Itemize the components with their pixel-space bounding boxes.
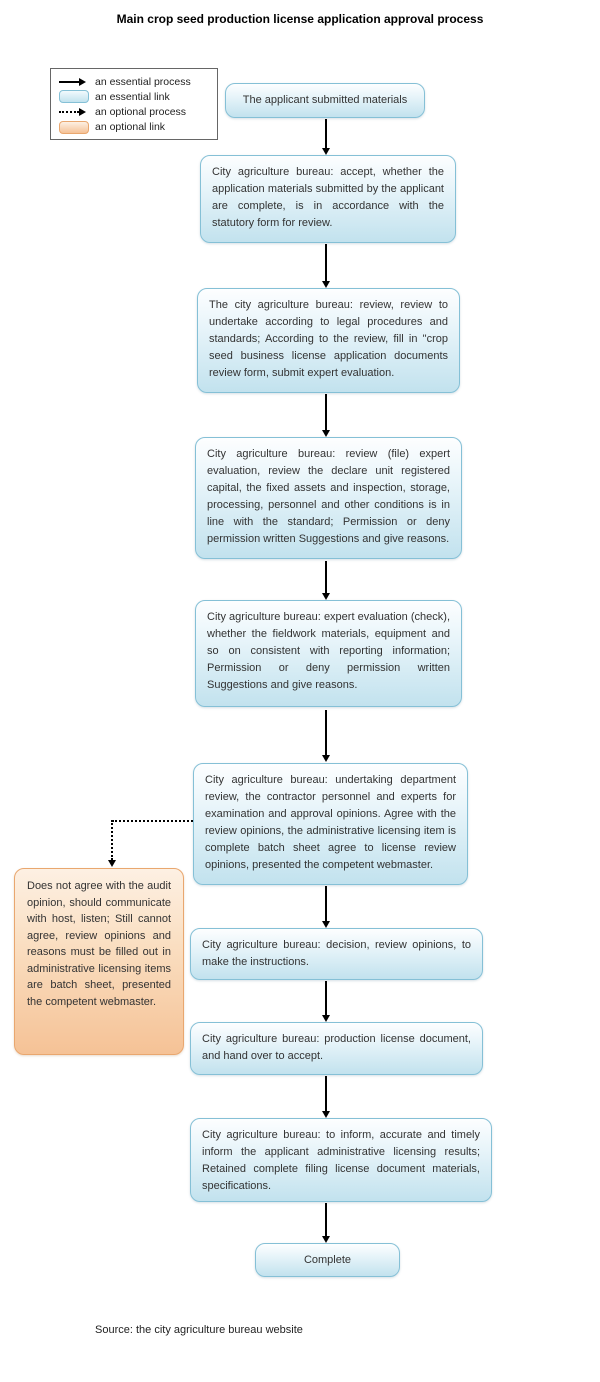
legend-item-optional-process [59,105,211,120]
flow-step-decision: City agriculture bureau: decision, review opinions, to make the instructions. [190,928,483,980]
flow-arrow-8 [325,1076,327,1111]
orange-box-icon [59,121,89,134]
legend-label: an optional process [95,106,187,119]
flow-arrow-3 [325,394,327,430]
legend-label: an optional link [95,121,166,134]
flow-step-review: The city agriculture bureau: review, review to undertake according to legal procedures and standards; According to the review, fill in "crop seed business license application documents review form, submit expert evaluation. [197,288,460,393]
flow-arrow-4 [325,561,327,593]
dotted-arrow-icon [59,111,79,113]
legend-label: an essential link [95,90,170,103]
flow-step-accept: City agriculture bureau: accept, whether the application materials submitted by the applicant are complete, is in accordance with the statutory form for review. [200,155,456,243]
page-title: Main crop seed production license application approval process [116,12,484,26]
flow-step-production-license-document: City agriculture bureau: production license document, and hand over to accept. [190,1022,483,1075]
flow-arrow-1 [325,119,327,148]
legend-label: an essential process [95,75,191,88]
flow-arrow-5 [325,710,327,755]
flow-arrow-6 [325,886,327,921]
flow-step-file-expert-evaluation: City agriculture bureau: review (file) expert evaluation, review the declare unit registered capital, the fixed assets and inspection, storage, processing, personnel and other conditions is in line with the standard; Permission or deny permission written Suggestions and give reasons. [195,437,462,559]
blue-box-icon [59,90,89,103]
optional-connector-horizontal [112,820,193,822]
flow-step-inform: City agriculture bureau: to inform, accurate and timely inform the applicant administrative licensing results; Retained complete filing license document materials, specifications. [190,1118,492,1202]
source-note: Source: the city agriculture bureau website [95,1324,303,1336]
flow-step-applicant-materials: The applicant submitted materials [225,83,425,118]
legend-item-essential-process [59,74,211,89]
solid-arrow-icon [59,81,79,83]
legend [50,68,218,140]
flow-arrow-2 [325,244,327,281]
flow-step-complete: Complete [255,1243,400,1277]
legend-item-optional-link [59,120,211,135]
flow-arrow-7 [325,981,327,1015]
flow-step-expert-evaluation-check: City agriculture bureau: expert evaluation (check), whether the fieldwork materials, equipment and so on consistent with reporting information; Permission or deny permission written Suggestions and give reasons. [195,600,462,707]
flow-arrow-9 [325,1203,327,1236]
flow-step-undertaking-department-review: City agriculture bureau: undertaking department review, the contractor personnel and experts for examination and approval opinions. Agree with the review opinions, the administrative licensing item is complete batch sheet agree to license review opinions, presented the competent webmaster. [193,763,468,885]
flow-step-optional-disagree: Does not agree with the audit opinion, should communicate with host, listen; Still cannot agree, review opinions and reasons must be filled out in administrative licensing items are batch sheet, presented the competent webmaster. [14,868,184,1055]
optional-connector-arrow [111,820,113,860]
legend-item-essential-link [59,89,211,104]
